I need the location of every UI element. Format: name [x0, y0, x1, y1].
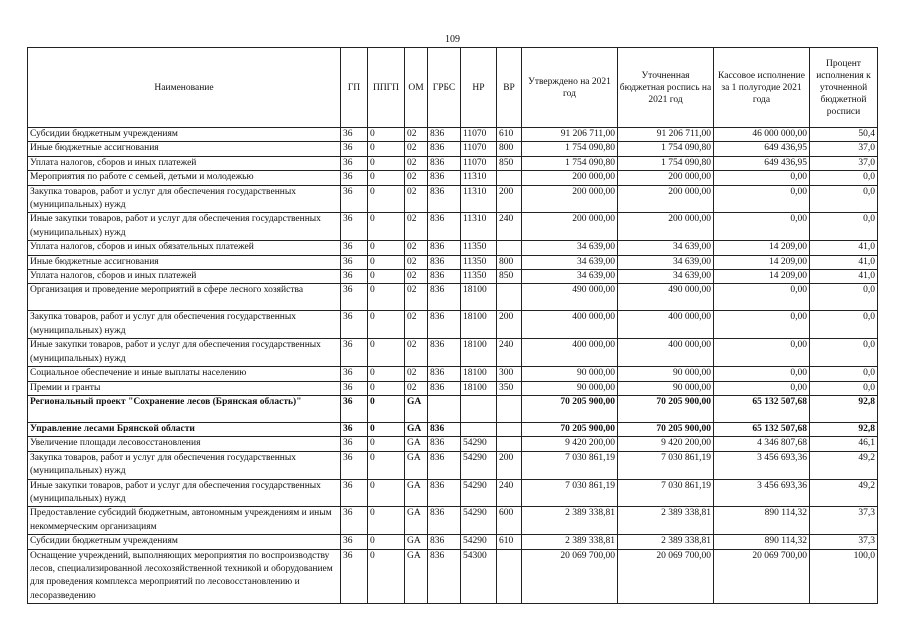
cell-om: GA — [405, 549, 428, 604]
cell-approved: 7 030 861,19 — [522, 479, 618, 507]
cell-vr: 800 — [497, 255, 522, 269]
header-approved: Утверждено на 2021 год — [522, 48, 618, 128]
cell-cash: 4 346 807,68 — [714, 437, 810, 451]
cell-percent: 100,0 — [810, 549, 878, 604]
cell-name: Организация и проведение мероприятий в сфере лесного хозяйства — [28, 284, 341, 311]
cell-grbs: 836 — [428, 171, 461, 185]
table-row — [28, 339, 878, 367]
cell-grbs: 836 — [428, 270, 461, 284]
cell-gp: 36 — [341, 451, 368, 479]
header-revised: Уточненная бюджетная роспись на 2021 год — [618, 48, 714, 128]
cell-percent: 37,3 — [810, 535, 878, 549]
cell-percent: 46,1 — [810, 437, 878, 451]
table-row — [28, 395, 878, 422]
cell-approved: 90 000,00 — [522, 367, 618, 381]
cell-gp: 36 — [341, 156, 368, 170]
cell-revised: 200 000,00 — [618, 185, 714, 213]
cell-ppgp: 0 — [368, 507, 405, 535]
cell-cash: 0,00 — [714, 311, 810, 339]
cell-gp: 36 — [341, 381, 368, 395]
page-number: 109 — [445, 34, 460, 45]
cell-cash: 3 456 693,36 — [714, 479, 810, 507]
cell-cash: 0,00 — [714, 339, 810, 367]
cell-cash: 0,00 — [714, 284, 810, 311]
cell-vr: 240 — [497, 213, 522, 241]
cell-ppgp: 0 — [368, 142, 405, 156]
header-ppgp: ППГП — [368, 48, 405, 128]
table-header-row — [28, 48, 878, 128]
cell-grbs: 836 — [428, 437, 461, 451]
cell-om: 02 — [405, 213, 428, 241]
cell-percent: 37,0 — [810, 156, 878, 170]
cell-np: 18100 — [461, 381, 497, 395]
cell-ppgp: 0 — [368, 367, 405, 381]
cell-om: GA — [405, 395, 428, 422]
cell-approved: 34 639,00 — [522, 255, 618, 269]
cell-ppgp: 0 — [368, 381, 405, 395]
cell-name: Предоставление субсидий бюджетным, автономным учреждениям и иным некоммерческим организациям — [28, 507, 341, 535]
cell-cash: 65 132 507,68 — [714, 395, 810, 422]
table-row — [28, 284, 878, 311]
cell-grbs: 836 — [428, 311, 461, 339]
table-row — [28, 367, 878, 381]
cell-name: Субсидии бюджетным учреждениям — [28, 128, 341, 142]
cell-om: GA — [405, 437, 428, 451]
header-np: НР — [461, 48, 497, 128]
cell-gp: 36 — [341, 437, 368, 451]
cell-approved: 9 420 200,00 — [522, 437, 618, 451]
cell-vr: 610 — [497, 128, 522, 142]
cell-name: Закупка товаров, работ и услуг для обеспечения государственных (муниципальных) нужд — [28, 185, 341, 213]
cell-revised: 90 000,00 — [618, 367, 714, 381]
cell-ppgp: 0 — [368, 171, 405, 185]
cell-revised: 2 389 338,81 — [618, 507, 714, 535]
cell-approved: 34 639,00 — [522, 241, 618, 255]
cell-cash: 649 436,95 — [714, 156, 810, 170]
cell-name: Иные закупки товаров, работ и услуг для обеспечения государственных (муниципальных) нужд — [28, 213, 341, 241]
table-row — [28, 142, 878, 156]
header-name: Наименование — [28, 48, 341, 128]
table-row — [28, 311, 878, 339]
cell-approved: 20 069 700,00 — [522, 549, 618, 604]
cell-revised: 1 754 090,80 — [618, 142, 714, 156]
cell-percent: 49,2 — [810, 451, 878, 479]
cell-vr: 240 — [497, 479, 522, 507]
cell-percent: 50,4 — [810, 128, 878, 142]
cell-percent: 37,3 — [810, 507, 878, 535]
cell-name: Мероприятия по работе с семьей, детьми и молодежью — [28, 171, 341, 185]
cell-om: 02 — [405, 156, 428, 170]
cell-revised: 490 000,00 — [618, 284, 714, 311]
cell-np: 54290 — [461, 451, 497, 479]
cell-percent: 92,8 — [810, 395, 878, 422]
cell-percent: 0,0 — [810, 284, 878, 311]
table-row — [28, 128, 878, 142]
cell-revised: 9 420 200,00 — [618, 437, 714, 451]
cell-om: 02 — [405, 142, 428, 156]
cell-np: 18100 — [461, 311, 497, 339]
cell-name: Иные бюджетные ассигнования — [28, 142, 341, 156]
cell-percent: 41,0 — [810, 255, 878, 269]
header-percent: Процент исполнения к уточненной бюджетной росписи — [810, 48, 878, 128]
cell-percent: 92,8 — [810, 422, 878, 436]
cell-percent: 0,0 — [810, 381, 878, 395]
table-row — [28, 255, 878, 269]
cell-om: GA — [405, 535, 428, 549]
cell-ppgp: 0 — [368, 128, 405, 142]
cell-om: 02 — [405, 311, 428, 339]
cell-vr: 200 — [497, 311, 522, 339]
table-row — [28, 381, 878, 395]
header-vr: ВР — [497, 48, 522, 128]
table-row — [28, 535, 878, 549]
cell-np: 18100 — [461, 339, 497, 367]
cell-np: 54300 — [461, 549, 497, 604]
cell-name: Уплата налогов, сборов и иных платежей — [28, 270, 341, 284]
cell-np: 18100 — [461, 367, 497, 381]
cell-gp: 36 — [341, 185, 368, 213]
cell-ppgp: 0 — [368, 213, 405, 241]
cell-revised: 70 205 900,00 — [618, 395, 714, 422]
cell-np: 11070 — [461, 128, 497, 142]
header-grbs: ГРБС — [428, 48, 461, 128]
cell-cash: 0,00 — [714, 185, 810, 213]
cell-gp: 36 — [341, 284, 368, 311]
cell-ppgp: 0 — [368, 535, 405, 549]
cell-cash: 649 436,95 — [714, 142, 810, 156]
cell-revised: 34 639,00 — [618, 255, 714, 269]
cell-approved: 70 205 900,00 — [522, 395, 618, 422]
cell-grbs: 836 — [428, 549, 461, 604]
cell-name: Премии и гранты — [28, 381, 341, 395]
cell-grbs: 836 — [428, 479, 461, 507]
cell-revised: 400 000,00 — [618, 311, 714, 339]
cell-np: 54290 — [461, 507, 497, 535]
cell-revised: 400 000,00 — [618, 339, 714, 367]
cell-om: 02 — [405, 255, 428, 269]
cell-om: 02 — [405, 128, 428, 142]
cell-cash: 0,00 — [714, 171, 810, 185]
cell-ppgp: 0 — [368, 339, 405, 367]
cell-ppgp: 0 — [368, 451, 405, 479]
cell-revised: 34 639,00 — [618, 241, 714, 255]
cell-grbs: 836 — [428, 128, 461, 142]
cell-percent: 0,0 — [810, 185, 878, 213]
cell-vr: 300 — [497, 367, 522, 381]
cell-name: Иные бюджетные ассигнования — [28, 255, 341, 269]
cell-revised: 91 206 711,00 — [618, 128, 714, 142]
cell-approved: 70 205 900,00 — [522, 422, 618, 436]
cell-gp: 36 — [341, 507, 368, 535]
cell-om: GA — [405, 507, 428, 535]
cell-cash: 65 132 507,68 — [714, 422, 810, 436]
table-row — [28, 185, 878, 213]
cell-np: 54290 — [461, 535, 497, 549]
cell-name: Иные закупки товаров, работ и услуг для обеспечения государственных (муниципальных) нужд — [28, 339, 341, 367]
cell-cash: 14 209,00 — [714, 241, 810, 255]
cell-om: GA — [405, 451, 428, 479]
cell-ppgp: 0 — [368, 422, 405, 436]
cell-gp: 36 — [341, 311, 368, 339]
cell-grbs: 836 — [428, 507, 461, 535]
cell-ppgp: 0 — [368, 270, 405, 284]
cell-percent: 41,0 — [810, 241, 878, 255]
cell-np — [461, 395, 497, 422]
cell-cash: 890 114,32 — [714, 507, 810, 535]
cell-vr — [497, 422, 522, 436]
cell-revised: 34 639,00 — [618, 270, 714, 284]
cell-gp: 36 — [341, 241, 368, 255]
cell-name: Закупка товаров, работ и услуг для обеспечения государственных (муниципальных) нужд — [28, 311, 341, 339]
header-gp: ГП — [341, 48, 368, 128]
table-row — [28, 479, 878, 507]
cell-approved: 91 206 711,00 — [522, 128, 618, 142]
budget-execution-table — [27, 47, 878, 604]
cell-gp: 36 — [341, 270, 368, 284]
table-row — [28, 171, 878, 185]
cell-gp: 36 — [341, 395, 368, 422]
cell-revised: 70 205 900,00 — [618, 422, 714, 436]
cell-grbs: 836 — [428, 339, 461, 367]
cell-cash: 14 209,00 — [714, 255, 810, 269]
cell-grbs: 836 — [428, 156, 461, 170]
cell-ppgp: 0 — [368, 255, 405, 269]
cell-approved: 34 639,00 — [522, 270, 618, 284]
cell-ppgp: 0 — [368, 156, 405, 170]
cell-cash: 46 000 000,00 — [714, 128, 810, 142]
cell-approved: 490 000,00 — [522, 284, 618, 311]
cell-ppgp: 0 — [368, 395, 405, 422]
cell-np — [461, 422, 497, 436]
cell-name: Уплата налогов, сборов и иных обязательных платежей — [28, 241, 341, 255]
cell-om: 02 — [405, 241, 428, 255]
cell-gp: 36 — [341, 535, 368, 549]
table-row — [28, 213, 878, 241]
cell-approved: 200 000,00 — [522, 213, 618, 241]
cell-percent: 37,0 — [810, 142, 878, 156]
cell-percent: 41,0 — [810, 270, 878, 284]
cell-cash: 0,00 — [714, 367, 810, 381]
cell-gp: 36 — [341, 549, 368, 604]
cell-name: Региональный проект "Сохранение лесов (Брянская область)" — [28, 395, 341, 422]
cell-approved: 200 000,00 — [522, 171, 618, 185]
cell-grbs: 836 — [428, 241, 461, 255]
cell-name: Иные закупки товаров, работ и услуг для обеспечения государственных (муниципальных) нужд — [28, 479, 341, 507]
table-body — [28, 128, 878, 604]
cell-om: 02 — [405, 185, 428, 213]
cell-vr: 200 — [497, 185, 522, 213]
table-row — [28, 549, 878, 604]
cell-np: 11350 — [461, 241, 497, 255]
cell-gp: 36 — [341, 422, 368, 436]
cell-vr: 800 — [497, 142, 522, 156]
cell-grbs: 836 — [428, 213, 461, 241]
cell-vr — [497, 437, 522, 451]
cell-ppgp: 0 — [368, 284, 405, 311]
cell-np: 11310 — [461, 185, 497, 213]
cell-np: 11310 — [461, 171, 497, 185]
cell-gp: 36 — [341, 479, 368, 507]
cell-approved: 400 000,00 — [522, 339, 618, 367]
cell-approved: 2 389 338,81 — [522, 535, 618, 549]
cell-np: 11070 — [461, 156, 497, 170]
cell-percent: 0,0 — [810, 311, 878, 339]
cell-np: 54290 — [461, 437, 497, 451]
cell-gp: 36 — [341, 142, 368, 156]
cell-vr: 200 — [497, 451, 522, 479]
cell-percent: 0,0 — [810, 171, 878, 185]
cell-ppgp: 0 — [368, 241, 405, 255]
cell-cash: 0,00 — [714, 213, 810, 241]
cell-om: 02 — [405, 284, 428, 311]
cell-revised: 7 030 861,19 — [618, 451, 714, 479]
cell-cash: 3 456 693,36 — [714, 451, 810, 479]
cell-cash: 14 209,00 — [714, 270, 810, 284]
table-row — [28, 270, 878, 284]
cell-np: 11070 — [461, 142, 497, 156]
cell-percent: 0,0 — [810, 367, 878, 381]
table-row — [28, 422, 878, 436]
cell-revised: 200 000,00 — [618, 171, 714, 185]
cell-percent: 0,0 — [810, 339, 878, 367]
cell-name: Оснащение учреждений, выполняющих мероприятия по воспроизводству лесов, специализированной лесохозяйственной техникой и оборудованием для проведения комплекса мероприятий по лесовосстановлению и лесоразведению — [28, 549, 341, 604]
cell-vr: 350 — [497, 381, 522, 395]
cell-cash: 0,00 — [714, 381, 810, 395]
cell-om: GA — [405, 479, 428, 507]
table-row — [28, 156, 878, 170]
cell-vr — [497, 171, 522, 185]
table-row — [28, 437, 878, 451]
header-om: ОМ — [405, 48, 428, 128]
cell-ppgp: 0 — [368, 311, 405, 339]
cell-gp: 36 — [341, 213, 368, 241]
cell-vr — [497, 395, 522, 422]
cell-approved: 90 000,00 — [522, 381, 618, 395]
cell-cash: 20 069 700,00 — [714, 549, 810, 604]
cell-revised: 2 389 338,81 — [618, 535, 714, 549]
cell-ppgp: 0 — [368, 437, 405, 451]
cell-om: 02 — [405, 381, 428, 395]
cell-gp: 36 — [341, 339, 368, 367]
cell-approved: 2 389 338,81 — [522, 507, 618, 535]
cell-grbs: 836 — [428, 535, 461, 549]
cell-percent: 49,2 — [810, 479, 878, 507]
cell-om: 02 — [405, 339, 428, 367]
cell-revised: 200 000,00 — [618, 213, 714, 241]
table-row — [28, 241, 878, 255]
cell-np: 18100 — [461, 284, 497, 311]
cell-approved: 1 754 090,80 — [522, 142, 618, 156]
cell-om: 02 — [405, 367, 428, 381]
cell-np: 11350 — [461, 270, 497, 284]
cell-name: Увеличение площади лесовосстановления — [28, 437, 341, 451]
cell-percent: 0,0 — [810, 213, 878, 241]
cell-revised: 20 069 700,00 — [618, 549, 714, 604]
cell-np: 11350 — [461, 255, 497, 269]
cell-approved: 7 030 861,19 — [522, 451, 618, 479]
cell-cash: 890 114,32 — [714, 535, 810, 549]
cell-revised: 7 030 861,19 — [618, 479, 714, 507]
cell-grbs: 836 — [428, 422, 461, 436]
cell-grbs: 836 — [428, 381, 461, 395]
cell-grbs: 836 — [428, 185, 461, 213]
cell-gp: 36 — [341, 171, 368, 185]
cell-vr: 600 — [497, 507, 522, 535]
cell-np: 11310 — [461, 213, 497, 241]
cell-revised: 1 754 090,80 — [618, 156, 714, 170]
cell-grbs: 836 — [428, 451, 461, 479]
cell-grbs: 836 — [428, 142, 461, 156]
cell-grbs: 836 — [428, 284, 461, 311]
cell-grbs: 836 — [428, 255, 461, 269]
cell-name: Закупка товаров, работ и услуг для обеспечения государственных (муниципальных) нужд — [28, 451, 341, 479]
cell-approved: 1 754 090,80 — [522, 156, 618, 170]
cell-vr: 850 — [497, 156, 522, 170]
cell-ppgp: 0 — [368, 549, 405, 604]
cell-revised: 90 000,00 — [618, 381, 714, 395]
cell-np: 54290 — [461, 479, 497, 507]
cell-ppgp: 0 — [368, 479, 405, 507]
header-cash: Кассовое исполнение за 1 полугодие 2021 года — [714, 48, 810, 128]
cell-vr: 610 — [497, 535, 522, 549]
cell-vr: 850 — [497, 270, 522, 284]
cell-vr — [497, 284, 522, 311]
cell-gp: 36 — [341, 255, 368, 269]
cell-grbs — [428, 395, 461, 422]
cell-gp: 36 — [341, 367, 368, 381]
table-row — [28, 507, 878, 535]
cell-name: Управление лесами Брянской области — [28, 422, 341, 436]
cell-om: GA — [405, 422, 428, 436]
cell-name: Уплата налогов, сборов и иных платежей — [28, 156, 341, 170]
cell-gp: 36 — [341, 128, 368, 142]
cell-vr — [497, 549, 522, 604]
cell-om: 02 — [405, 270, 428, 284]
cell-approved: 200 000,00 — [522, 185, 618, 213]
cell-name: Субсидии бюджетным учреждениям — [28, 535, 341, 549]
table-row — [28, 451, 878, 479]
cell-name: Социальное обеспечение и иные выплаты населению — [28, 367, 341, 381]
cell-approved: 400 000,00 — [522, 311, 618, 339]
cell-om: 02 — [405, 171, 428, 185]
cell-vr — [497, 241, 522, 255]
cell-vr: 240 — [497, 339, 522, 367]
cell-ppgp: 0 — [368, 185, 405, 213]
cell-grbs: 836 — [428, 367, 461, 381]
